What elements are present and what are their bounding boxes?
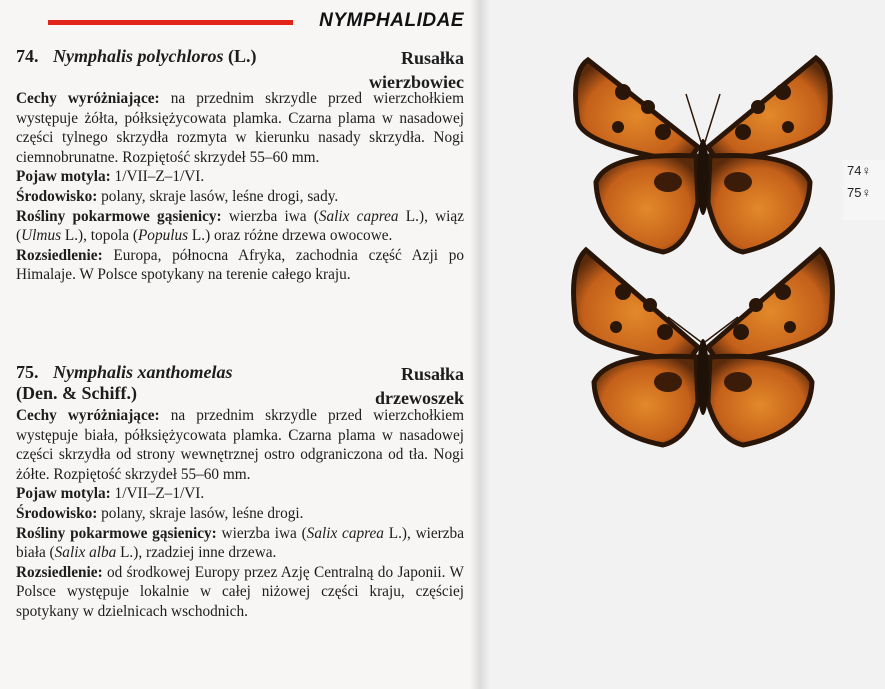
flight-text: 1/VII–Z–1/VI. xyxy=(110,168,205,186)
species-entry-75 xyxy=(16,362,464,622)
polish-name xyxy=(375,362,464,410)
flight-label: Pojaw motyla: xyxy=(16,168,111,186)
butterfly-75-icon xyxy=(574,250,833,445)
plants-text: wierzba iwa ( xyxy=(216,524,307,542)
plants-label: Rośliny pokarmowe gąsienicy: xyxy=(16,524,217,542)
habitat-text: polany, skraje lasów, leśne drogi. xyxy=(97,504,304,522)
plant-latin: Salix caprea xyxy=(306,524,384,542)
features-text: na przednim skrzydle przed wierzchołkiem występuje żółta, półksiężycowata plamka. Czarna plama w nasadowej części tylnego skrzydła rozmyta w kierunku nasady skrzydła. Nogi ciemnobrunatne. Rozpiętość skrzydeł 55–60 mm. xyxy=(16,90,464,166)
header-red-rule xyxy=(48,20,293,25)
entry-number: 74. xyxy=(16,46,39,66)
polish-name-line1: Rusałka xyxy=(400,364,464,384)
plate-labels xyxy=(843,160,885,220)
entry-heading xyxy=(16,362,464,412)
book-gutter xyxy=(470,0,490,689)
entry-body xyxy=(16,89,464,285)
species-author: (L.) xyxy=(228,46,257,66)
features-label: Cechy wyróżniające: xyxy=(16,90,160,107)
polish-name-line2: wierzbowiec xyxy=(369,72,464,92)
flight-label: Pojaw motyla: xyxy=(16,485,111,503)
range-paragraph xyxy=(16,246,464,285)
plants-paragraph xyxy=(16,207,464,246)
habitat-paragraph xyxy=(16,187,464,207)
plants-text: L.), wiąz ( xyxy=(16,207,464,245)
species-entry-74 xyxy=(16,46,464,285)
range-paragraph xyxy=(16,563,464,622)
features-label: Cechy wyróżniające: xyxy=(16,407,160,424)
plants-text: L.) oraz różne drzewa owocowe. xyxy=(188,227,393,245)
species-author: (Den. & Schiff.) xyxy=(16,383,137,403)
entry-number: 75. xyxy=(16,362,39,382)
range-label: Rozsiedlenie: xyxy=(16,563,103,581)
page-header xyxy=(48,10,468,36)
plants-label: Rośliny pokarmowe gąsienicy: xyxy=(16,207,222,225)
butterfly-74-icon xyxy=(576,58,831,252)
range-label: Rozsiedlenie: xyxy=(16,246,103,264)
polish-name-line1: Rusałka xyxy=(400,48,464,68)
plants-text: wierzba iwa ( xyxy=(221,207,319,225)
entry-body xyxy=(16,406,464,622)
polish-name-line2: drzewoszek xyxy=(375,388,464,408)
range-text: od środkowej Europy przez Azję Centralną do Japonii. W Polsce występuje lokalnie w całej niżowej części kraju, częściej spotykany w dzielnicach wschodnich. xyxy=(16,563,464,620)
plant-latin: Ulmus xyxy=(21,227,62,245)
habitat-label: Środowisko: xyxy=(16,504,98,522)
species-name: Nymphalis polychloros xyxy=(53,46,224,66)
features-paragraph xyxy=(16,406,464,484)
features-paragraph xyxy=(16,89,464,167)
plants-paragraph xyxy=(16,524,464,563)
plants-text: L.), rzadziej inne drzewa. xyxy=(116,544,277,562)
flight-paragraph xyxy=(16,167,464,187)
plate-label-74: 74♀ xyxy=(847,163,872,178)
habitat-paragraph xyxy=(16,504,464,524)
butterfly-plate xyxy=(568,52,838,452)
habitat-text: polany, skraje lasów, leśne drogi, sady. xyxy=(97,187,339,205)
plants-text: L.), wierzba biała ( xyxy=(16,524,464,562)
range-text: Europa, północna Afryka, zachodnia część Azji po Himalaje. W Polsce spotykany na terenie całego kraju. xyxy=(16,246,464,284)
plant-latin: Salix caprea xyxy=(318,207,399,225)
polish-name xyxy=(369,46,464,94)
plant-latin: Salix alba xyxy=(54,544,117,562)
entry-heading xyxy=(16,46,464,96)
scientific-name xyxy=(53,46,257,67)
flight-text: 1/VII–Z–1/VI. xyxy=(110,485,205,503)
plants-text: L.), topola ( xyxy=(61,227,138,245)
family-title: NYMPHALIDAE xyxy=(319,10,464,31)
plate-label-75: 75♀ xyxy=(847,185,872,200)
habitat-label: Środowisko: xyxy=(16,187,98,205)
flight-paragraph xyxy=(16,484,464,504)
plant-latin: Populus xyxy=(137,227,189,245)
species-name: Nymphalis xanthomelas xyxy=(53,362,233,382)
features-text: na przednim skrzydle przed wierzchołkiem występuje biała, półksiężycowata plamka. Czarna plama w nasadowej części skrzydła od strony wewnętrznej ostro odgraniczona od tła. Nogi żółte. Rozpiętość skrzydeł 55–60 mm. xyxy=(16,407,464,483)
